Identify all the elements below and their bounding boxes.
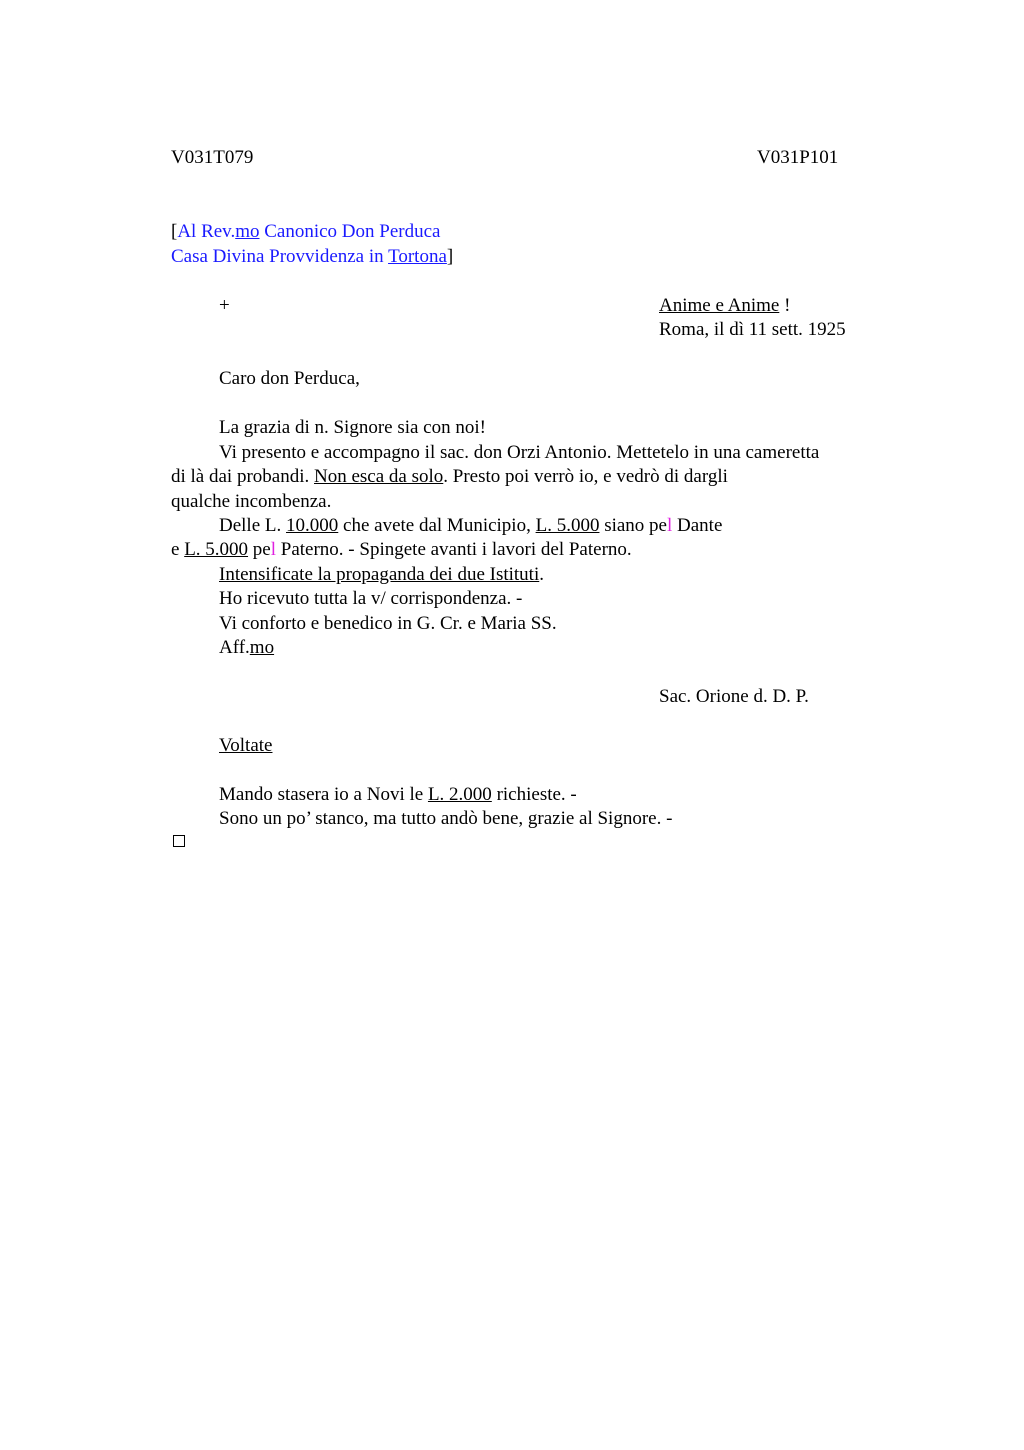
correction-letter: l <box>270 539 277 560</box>
amount-total: 10.000 <box>286 515 339 536</box>
postscript-line-2: Sono un po’ stanco, ma tutto andò bene, grazie al Signore. - <box>219 808 673 829</box>
address-title-superscript: mo <box>235 221 260 242</box>
close-bracket: ] <box>446 246 454 267</box>
document-code-right: V031P101 <box>757 147 839 168</box>
address-line-2 <box>171 245 453 269</box>
postscript-label: Voltate <box>219 735 273 756</box>
closing-superscript: mo <box>249 637 275 658</box>
cross-symbol: + <box>219 295 230 316</box>
correction-letter: l <box>667 515 673 536</box>
closing <box>219 636 274 660</box>
text-segment: di là dai probandi. <box>171 466 314 487</box>
text-segment: pe <box>248 539 271 560</box>
amount-paterno: L. 5.000 <box>184 539 249 560</box>
address-title: Al Rev. <box>177 221 236 242</box>
text-segment: richieste. - <box>491 784 577 805</box>
text-segment: che avete dal Municipio, <box>338 515 536 536</box>
address-recipient: Canonico Don Perduca <box>259 221 441 242</box>
text-segment: siano pe <box>599 515 667 536</box>
salutation: Caro don Perduca, <box>219 368 360 389</box>
postscript-line-1 <box>219 783 577 807</box>
end-box-icon <box>173 835 185 847</box>
underlined-phrase: Non esca da solo <box>314 466 444 487</box>
text-segment: Paterno. - Spingete avanti i lavori del Paterno. <box>276 539 632 560</box>
motto-suffix: ! <box>779 295 791 316</box>
paragraph-5: Vi conforto e benedico in G. Cr. e Maria SS. <box>219 613 557 634</box>
paragraph-4: Ho ricevuto tutta la v/ corrispondenza. - <box>219 588 523 609</box>
text-segment: Delle L. <box>219 515 287 536</box>
paragraph-2-line-1 <box>219 514 722 538</box>
text-segment: Mando stasera io a Novi le <box>219 784 428 805</box>
motto <box>659 294 790 318</box>
amount-dante: L. 5.000 <box>535 515 600 536</box>
place-date: Roma, il dì 11 sett. 1925 <box>659 319 846 340</box>
text-segment: . <box>539 564 544 585</box>
address-line-1 <box>171 220 440 244</box>
text-segment: e <box>171 539 185 560</box>
underlined-phrase: Intensificate la propaganda dei due Istituti <box>219 564 540 585</box>
document-code-left: V031T079 <box>171 147 254 168</box>
amount-novi: L. 2.000 <box>427 784 492 805</box>
paragraph-1-line-3: qualche incombenza. <box>171 491 332 512</box>
greeting: La grazia di n. Signore sia con noi! <box>219 417 486 438</box>
text-segment: . Presto poi verrò io, e vedrò di dargli <box>443 466 728 487</box>
paragraph-1-line-1: Vi presento e accompagno il sac. don Orzi Antonio. Mettetelo in una cameretta <box>219 442 820 463</box>
text-segment: Aff. <box>219 637 250 658</box>
paragraph-3 <box>219 563 544 587</box>
address-house: Casa Divina Provvidenza in <box>171 246 389 267</box>
paragraph-2-line-2 <box>171 538 632 562</box>
text-segment: Dante <box>672 515 723 536</box>
address-city: Tortona <box>388 246 447 267</box>
signature: Sac. Orione d. D. P. <box>659 686 809 707</box>
motto-text: Anime e Anime <box>659 295 780 316</box>
paragraph-1-line-2 <box>171 465 728 489</box>
open-bracket: [ <box>171 221 178 242</box>
